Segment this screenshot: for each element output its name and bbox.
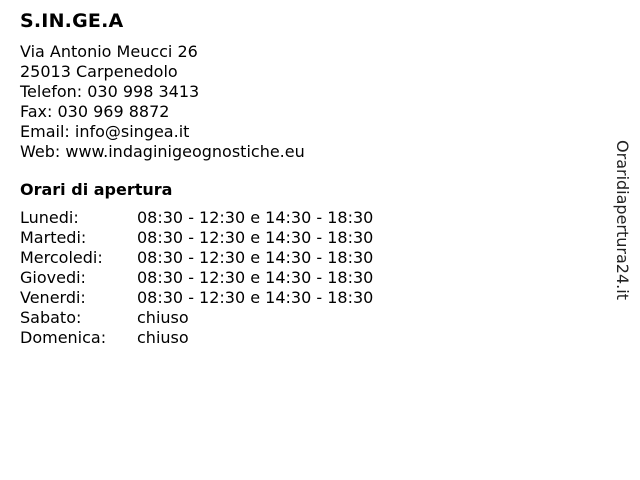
day-label: Giovedi: [20, 268, 86, 287]
day-hours: 08:30 - 12:30 e 14:30 - 18:30 [137, 248, 374, 267]
phone-number: Telefon: 030 998 3413 [20, 82, 200, 101]
day-label: Mercoledi: [20, 248, 103, 267]
day-label: Martedi: [20, 228, 87, 247]
day-label: Lunedi: [20, 208, 79, 227]
opening-hours-table [20, 208, 373, 348]
day-hours: chiuso [137, 328, 189, 347]
site-watermark: Oraridiapertura24.it [613, 140, 632, 300]
hours-row-monday [20, 208, 373, 228]
day-label: Venerdi: [20, 288, 86, 307]
fax-number: Fax: 030 969 8872 [20, 102, 170, 121]
business-name: S.IN.GE.A [20, 10, 124, 32]
day-hours: 08:30 - 12:30 e 14:30 - 18:30 [137, 268, 374, 287]
hours-row-tuesday [20, 228, 373, 248]
hours-row-saturday [20, 308, 373, 328]
email-address: Email: info@singea.it [20, 122, 190, 141]
website: Web: www.indaginigeognostiche.eu [20, 142, 305, 161]
address-street: Via Antonio Meucci 26 [20, 42, 198, 61]
day-hours: 08:30 - 12:30 e 14:30 - 18:30 [137, 228, 374, 247]
hours-row-friday [20, 288, 373, 308]
day-hours: 08:30 - 12:30 e 14:30 - 18:30 [137, 208, 374, 227]
business-card [20, 8, 580, 348]
day-hours: 08:30 - 12:30 e 14:30 - 18:30 [137, 288, 374, 307]
day-hours: chiuso [137, 308, 189, 327]
day-label: Domenica: [20, 328, 107, 347]
address-city: 25013 Carpenedolo [20, 62, 178, 81]
hours-row-wednesday [20, 248, 373, 268]
hours-row-thursday [20, 268, 373, 288]
hours-row-sunday [20, 328, 373, 348]
opening-hours-title: Orari di apertura [20, 180, 173, 199]
day-label: Sabato: [20, 308, 82, 327]
